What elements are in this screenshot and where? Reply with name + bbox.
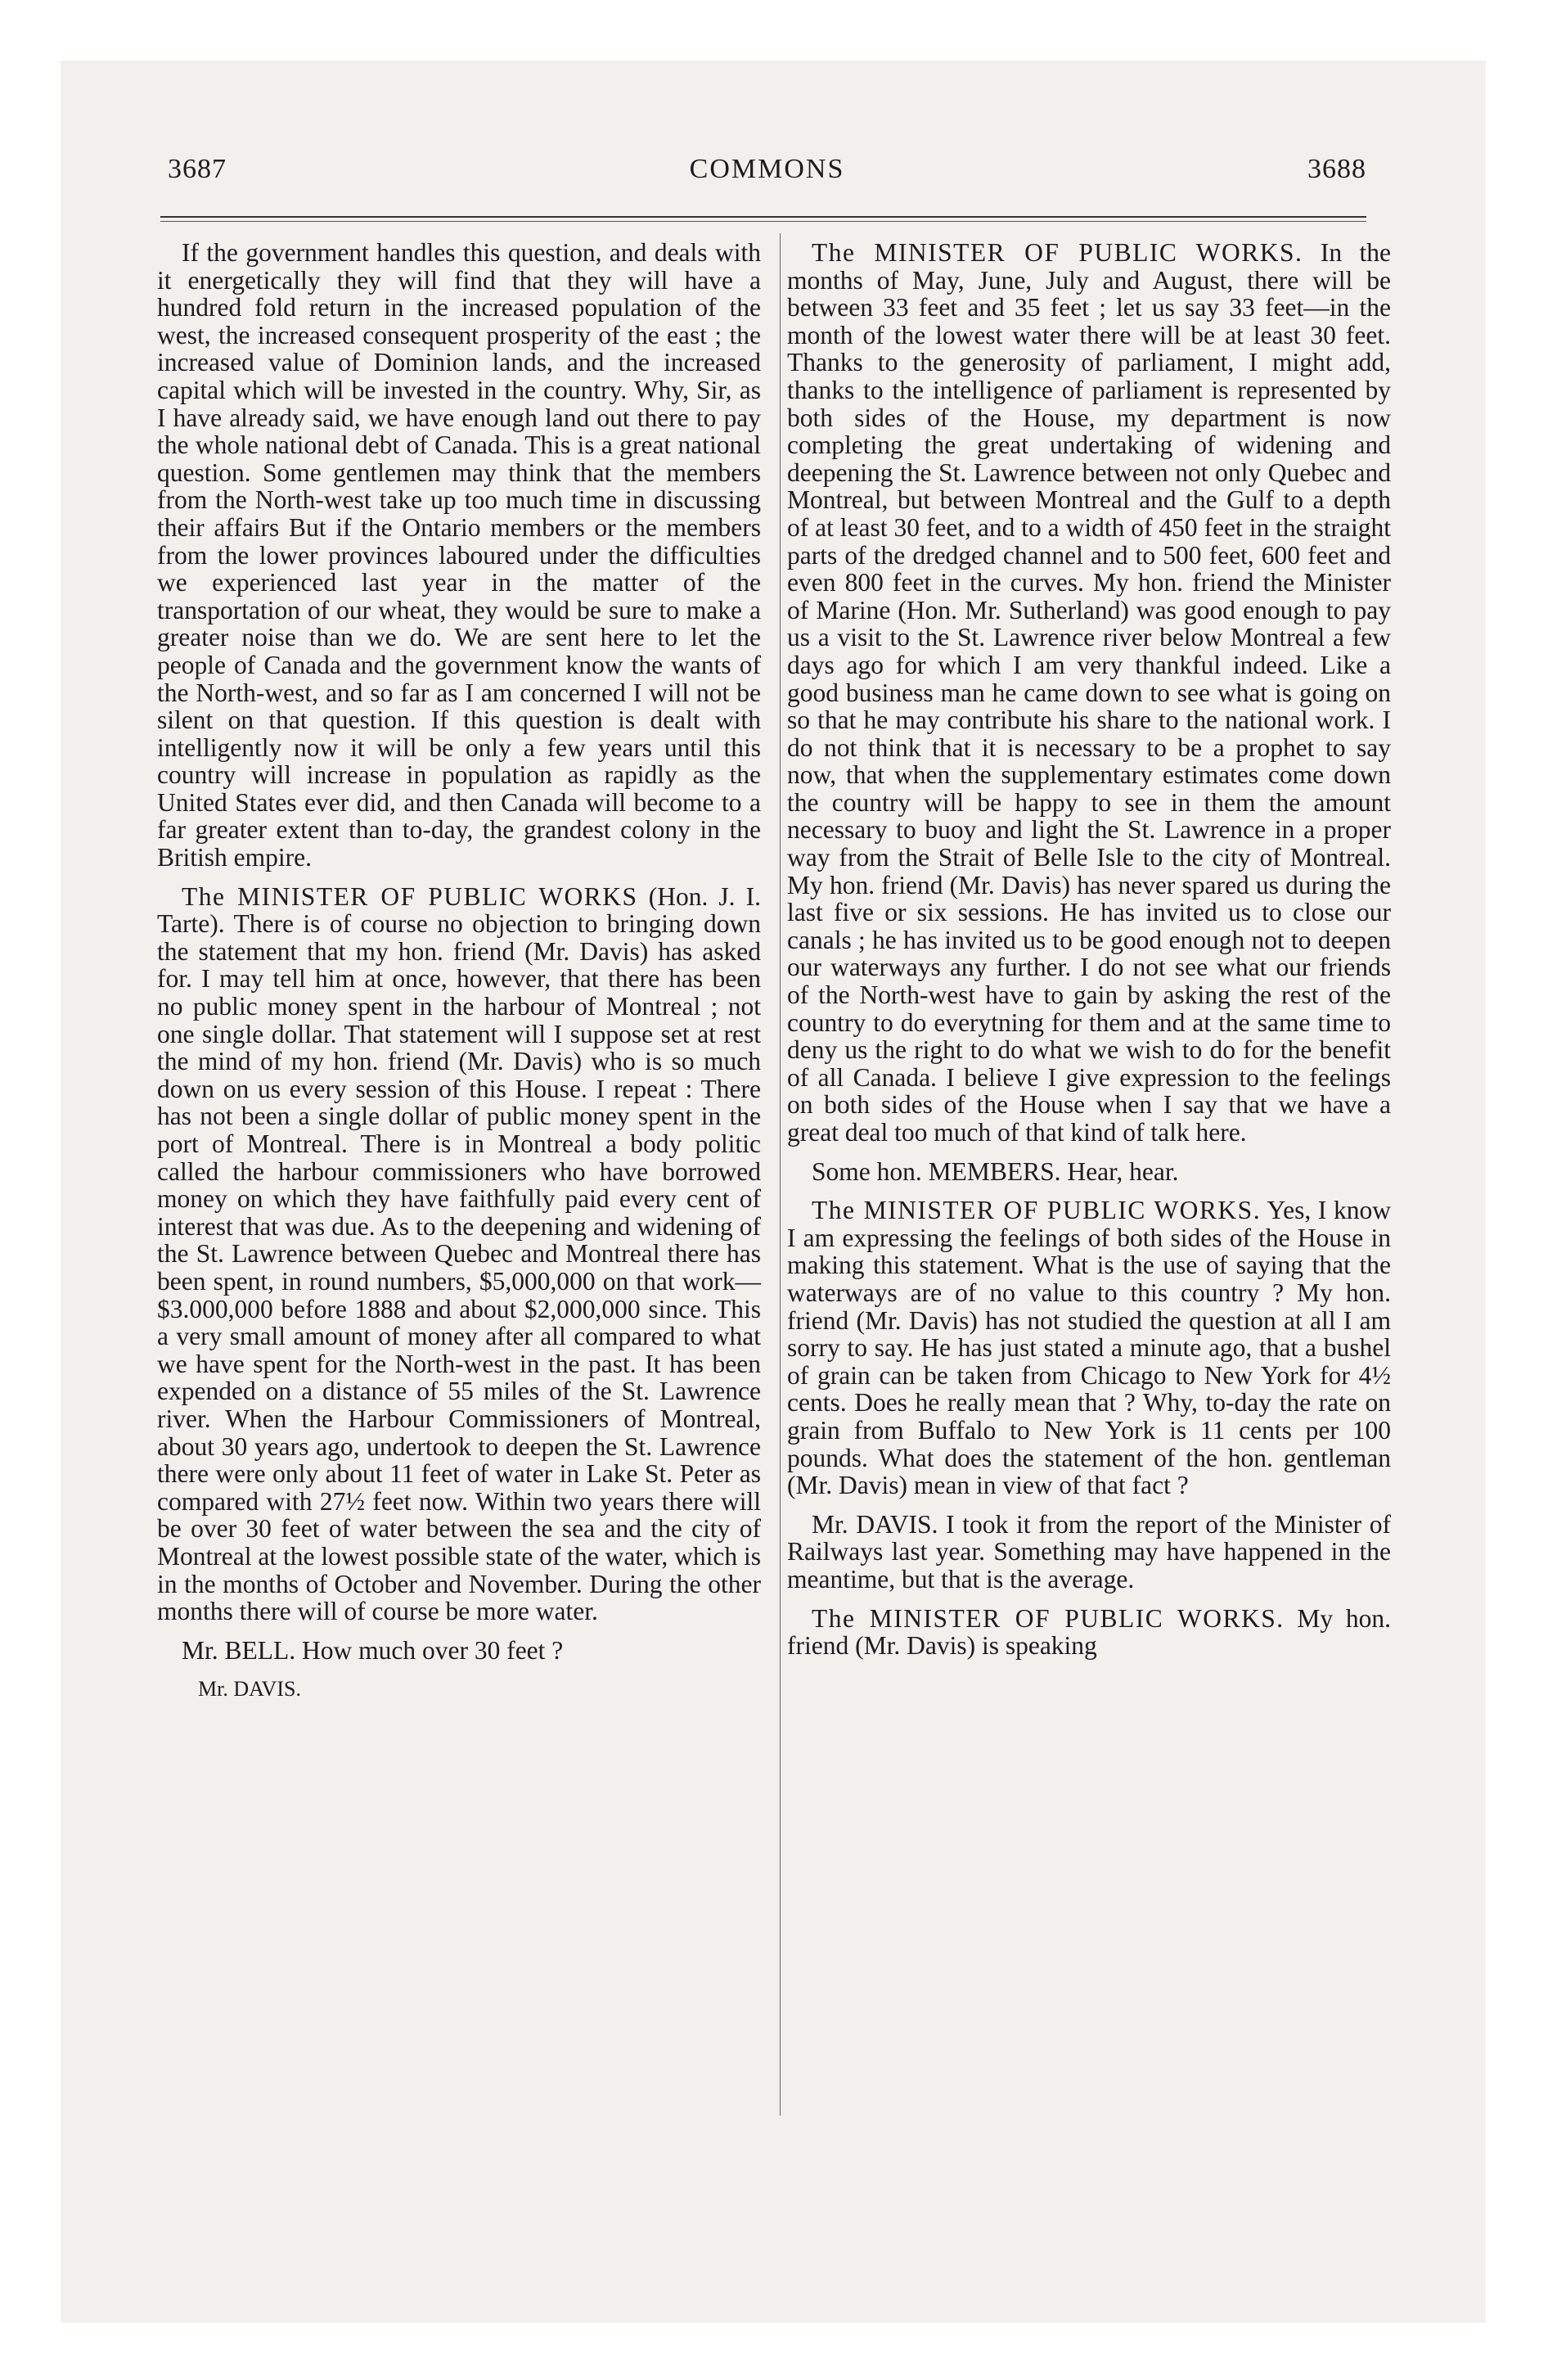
speech-text: Yes, I know I am expressing the feelings of both sides of the House in making this statement. What is the use of saying that the waterways are of no value to this country ? My hon. friend (Mr. Davis) has not studied the question at all I am sorry to say. He has just stated a minute ago, that a bushel of grain can be taken from Chicago to New York for 4½ cents. Does he really mean that ? Why, to-day the rate on grain from Buffalo to New York is 11 cents per 100 pounds. What does the statement of the hon. gentleman (Mr. Davis) mean in view of that fact ?	[787, 1196, 1391, 1500]
speaker-signature: Mr. DAVIS.	[198, 1677, 301, 1702]
speaker-name: The MINISTER OF PUBLIC WORKS	[182, 881, 638, 911]
paragraph	[787, 1197, 1391, 1499]
paragraph	[787, 1158, 1391, 1186]
column-divider	[780, 233, 781, 2116]
speaker-name: The MINISTER OF PUBLIC WORKS.	[812, 1603, 1285, 1633]
speech-text: My hon. friend (Mr. Davis) is speaking	[787, 1603, 1391, 1661]
speaker-name: Some hon. MEMBERS.	[812, 1156, 1061, 1186]
header-rule	[160, 216, 1366, 218]
speaker-name: Mr. DAVIS.	[812, 1509, 938, 1539]
speech-text: How much over 30 feet ?	[302, 1635, 564, 1665]
right-column	[787, 239, 1391, 1671]
page-title: COMMONS	[689, 154, 845, 184]
header-rule-thin	[160, 221, 1366, 222]
speaker-name: Mr. BELL.	[182, 1635, 296, 1665]
page-number-right: 3688	[1307, 154, 1366, 184]
left-column	[157, 239, 761, 1703]
paragraph	[787, 1511, 1391, 1593]
speech-text: Hear, hear.	[1067, 1156, 1179, 1186]
page-header	[168, 154, 1366, 195]
speech-text: (Hon. J. I. Tarte). There is of course no objection to bringing down the statement that my hon. friend (Mr. Davis) has asked for. I may tell him at once, however, that there has been no public money spent in the harbour of Montreal ; not one single dollar. That statement will I suppose set at rest the mind of my hon. friend (Mr. Davis) who is so much down on us every session of this House. I repeat : There has not been a single dollar of public money spent in the port of Montreal. There is in Montreal a body politic called the harbour commissioners who have borrowed money on which they have faithfully paid every cent of interest that was due. As to the deepening and widening of the St. Lawrence between Quebec and Montreal there has been spent, in round numbers, $5,000,000 on that work—$3.000,000 before 1888 and about $2,000,000 since. This a very small amount of money after all compared to what we have spent for the North-west in the past. It has been expended on a distance of 55 miles of the St. Lawrence river. When the Harbour Commissioners of Montreal, about 30 years ago, undertook to deepen the St. Lawrence there were only about 11 feet of water in Lake St. Peter as compared with 27½ feet now. Within two years there will be over 30 feet of water between the sea and the city of Montreal at the lowest possible state of the water, which is in the months of October and November. During the other months there will of course be more water.	[157, 881, 762, 1626]
paragraph: If the government handles this question, and deals with it energetically they will find that they will have a hundred fold return in the increased population of the west, the increased consequent prosperity of the east ; the increased value of Dominion lands, and the increased capital which will be invested in the country. Why, Sir, as I have already said, we have enough land out there to pay the whole national debt of Canada. This is a great national question. Some gentlemen may think that the members from the North-west take up too much time in discussing their affairs But if the Ontario members or the members from the lower provinces laboured under the difficulties we experienced last year in the matter of the transportation of our wheat, they would be sure to make a greater noise than we do. We are sent here to let the people of Canada and the government know the wants of the North-west, and so far as I am concerned I will not be silent on that question. If this question is dealt with intelligently now it will be only a few years until this country will increase in population as rapidly as the United States ever did, and then Canada will become to a far greater extent than to-day, the grandest colony in the British empire.	[157, 238, 761, 872]
paragraph	[787, 1605, 1391, 1660]
speaker-name: The MINISTER OF PUBLIC WORKS.	[812, 1196, 1262, 1225]
paragraph	[157, 883, 761, 1625]
speech-text: In the months of May, June, July and August, there will be between 33 feet and 35 feet ; let us say 33 feet—in the month of the lowest water there will be at least 30 feet. Thanks to the generosity of parliament, I might add, thanks to the intelligence of parliament is represented by both sides of the House, my department is now completing the great undertaking of widening and deepening the St. Lawrence between not only Quebec and Montreal, but between Montreal and the Gulf to a depth of at least 30 feet, and to a width of 450 feet in the straight parts of the dredged channel and to 500 feet, 600 feet and even 800 feet in the curves. My hon. friend the Minister of Marine (Hon. Mr. Sutherland) was good enough to pay us a visit to the St. Lawrence river below Montreal a few days ago for which I am very thankful indeed. Like a good business man he came down to see what is going on so that he may contribute his share to the national work. I do not think that it is necessary to be a prophet to say now, that when the supplementary estimates come down the country will be happy to see in them the amount necessary to buoy and light the St. Lawrence in a proper way from the Strait of Belle Isle to the city of Montreal. My hon. friend (Mr. Davis) has never spared us during the last five or six sessions. He has invited us to close our canals ; he has invited us to be good enough not to deepen our waterways any further. I do not see what our friends of the North-west have to gain by asking the rest of the country to do everytning for them and at the same time to deny us the right to do what we wish to do for the benefit of all Canada. I believe I give expression to the feelings on both sides of the House when I say that we have a great deal too much of that kind of talk here.	[787, 238, 1391, 1147]
paragraph	[787, 239, 1391, 1147]
paragraph	[157, 1637, 761, 1665]
speech-text: I took it from the report of the Minister of Railways last year. Something may have happened in the meantime, but that is the average.	[787, 1509, 1392, 1593]
page-number-left: 3687	[168, 154, 227, 184]
speaker-name: The MINISTER OF PUBLIC WORKS.	[812, 238, 1303, 267]
